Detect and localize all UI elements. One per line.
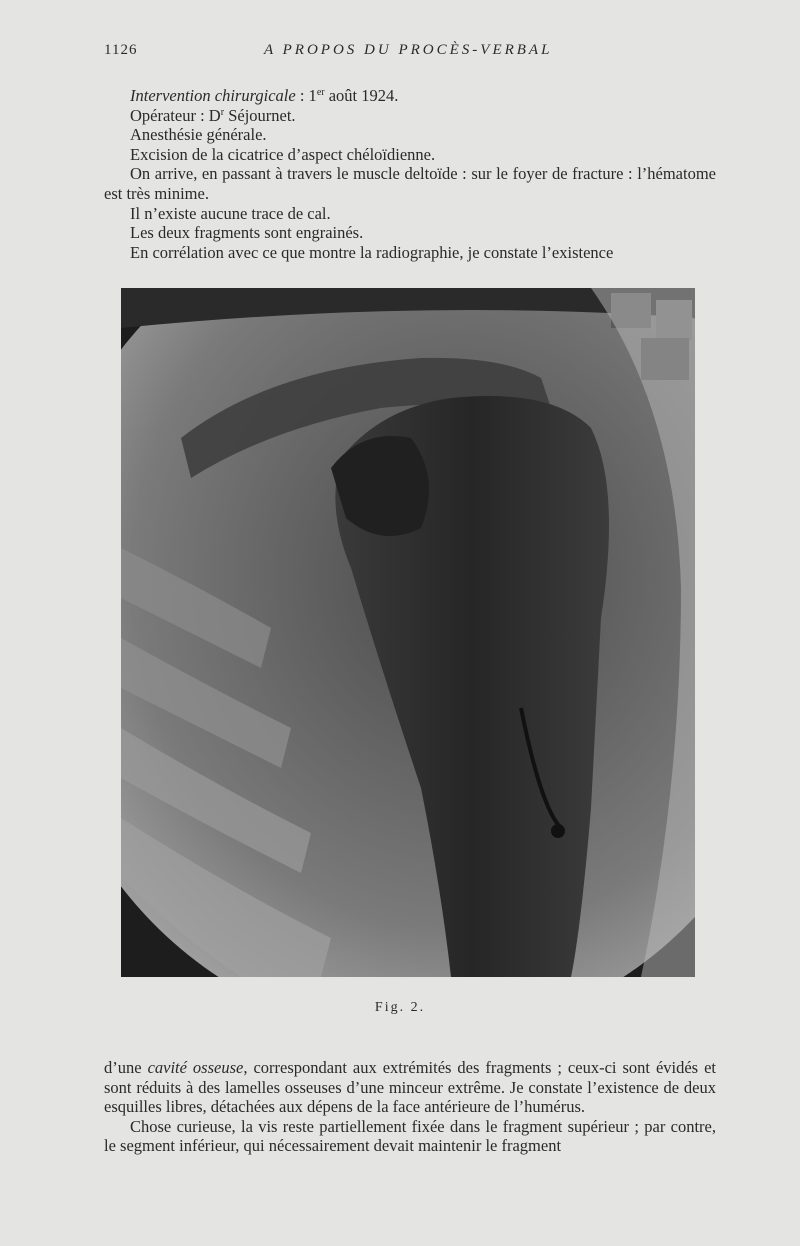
text-line: Il n’existe aucune trace de cal. [130, 203, 331, 223]
bottom-text-block [104, 1058, 716, 1156]
text-line: Excision de la cicatrice d’aspect chéloïdienne. [130, 144, 436, 164]
text-line: Anesthésie générale. [130, 125, 267, 145]
text-paragraph: On arrive, en passant à travers le muscle deltoïde : sur le foyer de fracture : l’hématome est très minime. [104, 164, 716, 203]
top-text-block [104, 86, 716, 262]
radiograph-image [121, 288, 695, 977]
running-title: A PROPOS DU PROCÈS-VERBAL [264, 42, 553, 58]
text-line: Intervention chirurgicale : 1er août 1924. [130, 86, 399, 105]
figure-caption: Fig. 2. [374, 1000, 426, 1015]
page-number: 1126 [104, 42, 138, 58]
text-paragraph: Chose curieuse, la vis reste partiellement fixée dans le fragment supérieur ; par contre, le segment inférieur, qui nécessairement devait maintenir le fragment [104, 1116, 716, 1156]
text-line: En corrélation avec ce que montre la radiographie, je constate l’existence [130, 242, 614, 262]
text-line: Opérateur : $D^r$ Séjournet. [130, 105, 296, 125]
text-line: Les deux fragments sont engrainés. [130, 223, 364, 243]
radiograph-figure [121, 288, 695, 977]
text-paragraph: d’une cavité osseuse, correspondant aux extrémités des fragments ; ceux-ci sont évidés et sont réduits à des lamelles osseuses d’une minceur extrême. Je constate l’existence de deux esquilles libres, détachées aux dépens de la face antérieure de l’humérus. [104, 1058, 716, 1117]
